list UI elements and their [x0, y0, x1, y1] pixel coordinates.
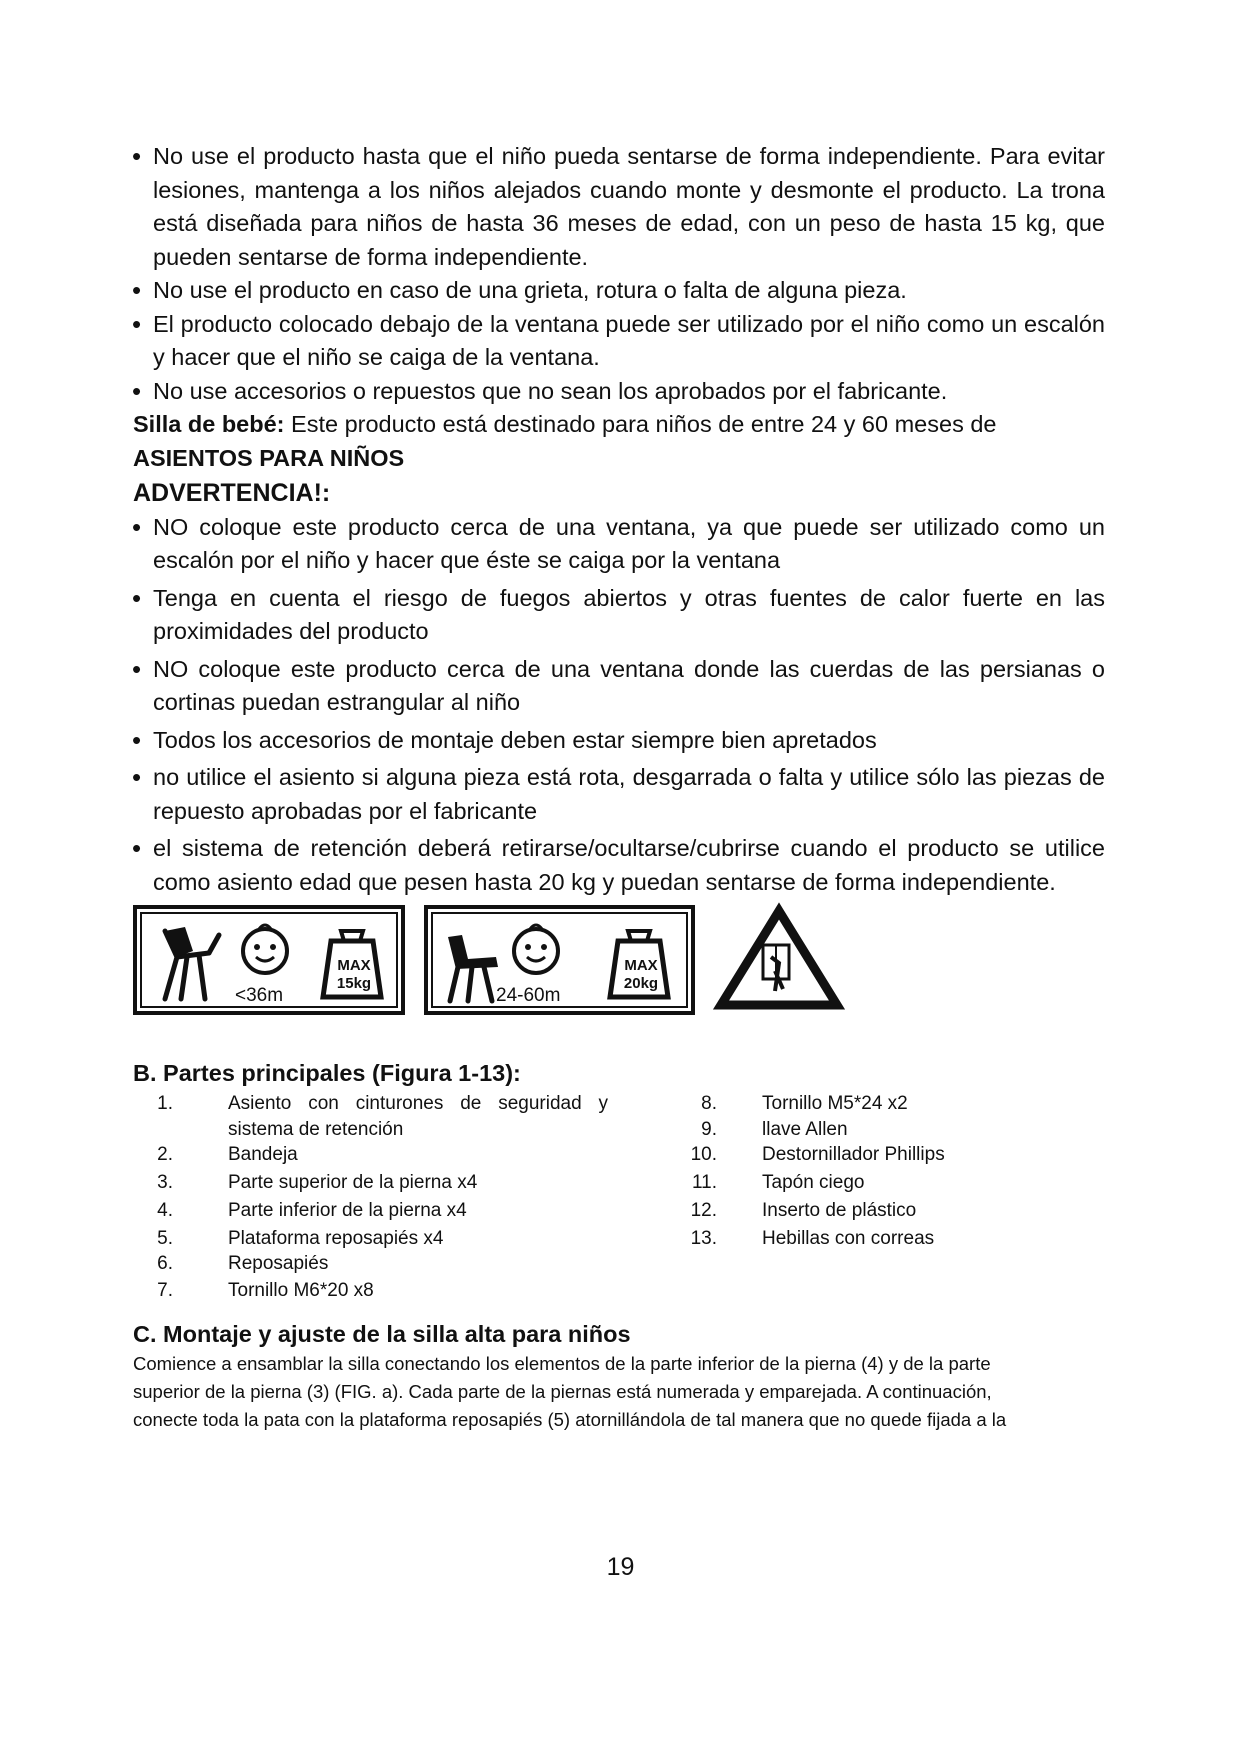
warning-heading: ADVERTENCIA!:: [133, 478, 331, 507]
max-label: MAX: [624, 957, 658, 974]
baby-seat-text: Este producto está destinado para niños de entre 24 y 60 meses de: [284, 411, 997, 437]
bullet-item: • NO coloque este producto cerca de una ventana, ya que puede ser utilizado como un escalón por el niño y hacer que éste se caiga por la ventana: [133, 511, 1105, 578]
warning-icons: [133, 905, 1105, 1025]
bullet-item: • No use el producto hasta que el niño pueda sentarse de forma independiente. Para evitar lesiones, mantenga a los niños alejados cuando monte y desmonte el producto. La trona está diseñada para niños de hasta 36 meses de edad, con un peso de hasta 15 kg, que pueden sentarse de forma independiente.: [133, 140, 1105, 274]
bullet-item: • NO coloque este producto cerca de una ventana donde las cuerdas de las persianas o cortinas puedan estrangular al niño: [133, 653, 1105, 720]
bullet-item: • el sistema de retención deberá retirarse/ocultarse/cubrirse cuando el producto se utilice como asiento edad que pesen hasta 20 kg y puedan sentarse de forma independiente.: [133, 832, 1105, 899]
age-label: <36m: [235, 985, 284, 1006]
section-c-line: Comience a ensamblar la silla conectando los elementos de la parte inferior de la pierna (4) y de la parte: [133, 1353, 991, 1374]
bullet-item: • No use accesorios o repuestos que no sean los aprobados por el fabricante.: [133, 375, 1105, 409]
section-b-heading: B. Partes principales (Figura 1-13):: [133, 1060, 521, 1086]
section-c-line: superior de la pierna (3) (FIG. a). Cada parte de la piernas está numerada y emparejada. A continuación,: [133, 1381, 992, 1402]
baby-seat-label: Silla de bebé:: [133, 411, 285, 437]
age-weight-panel-2: [424, 905, 695, 1015]
max-label: MAX: [337, 957, 371, 974]
baby-seat-paragraph: [133, 408, 1105, 442]
warning-bullets: [133, 511, 1105, 900]
age-label: 24-60m: [496, 985, 561, 1006]
parts-list: 1. Asiento con cinturones de seguridad y sistema de retención 2. Bandeja 3. Parte superior de la pierna x4 4. Parte inferior de la pierna x4 5. Plataforma reposapiés x4 6. Reposapiés 7. Tornillo M6*20 x8 8. Tornillo M5*24 x2 9. llave Allen 10. Destornillador Phillips 11. Tapón ciego 12. Inserto de plástico 13. Hebillas con correas: [157, 1093, 945, 1301]
bullet-item: • Tenga en cuenta el riesgo de fuegos abiertos y otras fuentes de calor fuerte en las proximidades del producto: [133, 582, 1105, 649]
page-number: 19: [606, 1553, 635, 1581]
window-fall-warning-icon: [709, 901, 849, 1017]
bullet-item: • El producto colocado debajo de la ventana puede ser utilizado por el niño como un escalón y hacer que el niño se caiga de la ventana.: [133, 308, 1105, 375]
age-weight-panel-1: [133, 905, 405, 1015]
weight-label: 15kg: [336, 975, 372, 992]
page-content: [133, 140, 1105, 1434]
safety-bullets: [133, 140, 1105, 408]
children-seats-heading: ASIENTOS PARA NIÑOS: [133, 444, 405, 471]
bullet-item: • No use el producto en caso de una grieta, rotura o falta de alguna pieza.: [133, 274, 1105, 308]
weight-label: 20kg: [623, 975, 659, 992]
section-c-line: conecte toda la pata con la plataforma reposapiés (5) atornillándola de tal manera que no quede fijada a la: [133, 1409, 1007, 1430]
bullet-item: • Todos los accesorios de montaje deben estar siempre bien apretados: [133, 724, 1105, 758]
section-c-heading: C. Montaje y ajuste de la silla alta para niños: [133, 1321, 631, 1347]
bullet-item: • no utilice el asiento si alguna pieza está rota, desgarrada o falta y utilice sólo las piezas de repuesto aprobadas por el fabricante: [133, 761, 1105, 828]
